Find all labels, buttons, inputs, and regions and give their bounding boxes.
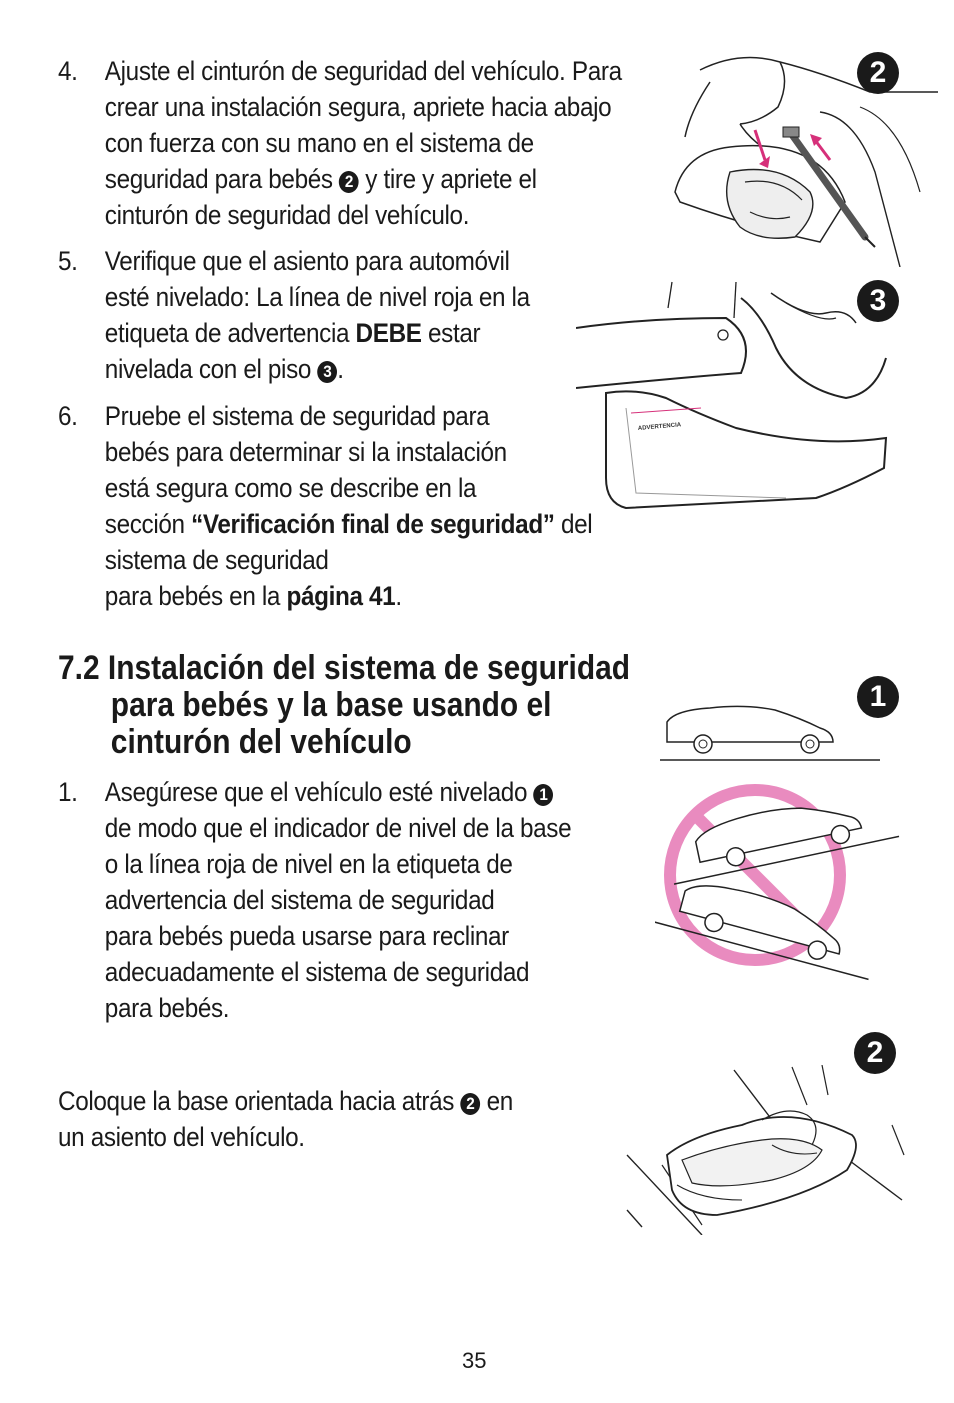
text-line xyxy=(105,578,593,614)
text-line xyxy=(105,315,530,351)
tighten-belt-illustration xyxy=(670,52,940,267)
section-heading xyxy=(58,650,630,761)
level-line-illustration xyxy=(576,278,888,518)
text-span: . xyxy=(395,581,402,611)
text-span: en xyxy=(480,1086,513,1116)
step-5 xyxy=(58,243,598,393)
heading-line: para bebés y la base usando el xyxy=(110,686,552,724)
text-line: de modo que el indicador de nivel de la base xyxy=(104,813,572,843)
text-line: adecuadamente el sistema de seguridad xyxy=(104,957,530,987)
place-base-paragraph xyxy=(58,1083,598,1163)
step-number: 1. xyxy=(58,777,78,807)
section-reference: “Verificación final de seguridad” xyxy=(191,509,555,539)
warning-label-text: ADVERTENCIA xyxy=(637,422,682,432)
step-number: 4. xyxy=(58,56,78,86)
section-step-1 xyxy=(58,774,670,1034)
figure-ref-2: 2 xyxy=(339,171,359,193)
text-span: Coloque la base orientada hacia atrás xyxy=(58,1086,461,1116)
text-span: estar xyxy=(421,318,481,348)
text-span: seguridad para bebés xyxy=(104,164,340,194)
text-line: está segura como se describe en la xyxy=(104,473,477,503)
text-span: y tire y apriete el xyxy=(358,164,537,194)
level-car-icon xyxy=(660,706,880,760)
text-line: sistema de seguridad xyxy=(104,545,329,575)
text-span: etiqueta de advertencia xyxy=(104,318,356,348)
text-line: cinturón de seguridad del vehículo. xyxy=(104,200,470,230)
text-line: para bebés pueda usarse para reclinar xyxy=(104,921,509,951)
figure-badge-3: 3 xyxy=(857,280,899,322)
page-reference: página 41 xyxy=(286,581,396,611)
vehicle-level-illustration xyxy=(655,690,915,990)
pull-arrow-up-icon xyxy=(810,134,830,160)
text-span: nivelada con el piso xyxy=(104,354,318,384)
step-text xyxy=(105,774,571,1026)
text-line xyxy=(105,161,622,197)
figure-ref-3: 3 xyxy=(317,361,337,383)
step-text xyxy=(105,53,622,233)
text-line: Verifique que el asiento para automóvil xyxy=(104,246,510,276)
text-line: esté nivelado: La línea de nivel roja en la xyxy=(104,282,530,312)
text-line xyxy=(105,506,593,542)
text-line: crear una instalación segura, apriete hacia abajo xyxy=(104,92,612,122)
text-span: para bebés en la xyxy=(104,581,287,611)
text-line xyxy=(58,1083,598,1119)
text-line: Pruebe el sistema de seguridad para xyxy=(104,401,490,431)
text-line: para bebés. xyxy=(104,993,230,1023)
figure-ref-1: 1 xyxy=(534,784,554,806)
text-line xyxy=(105,351,530,387)
heading-line: 7.2 Instalación del sistema de seguridad xyxy=(58,649,631,687)
text-line: advertencia del sistema de seguridad xyxy=(104,885,495,915)
figure-badge-2: 2 xyxy=(857,52,899,94)
text-span: sección xyxy=(104,509,192,539)
step-text xyxy=(105,398,593,614)
text-line: con fuerza con su mano en el sistema de xyxy=(104,128,534,158)
heading-line: cinturón del vehículo xyxy=(110,723,412,761)
text-span: del xyxy=(554,509,593,539)
text-line: Ajuste el cinturón de seguridad del vehículo. Para xyxy=(104,56,622,86)
text-line: o la línea roja de nivel en la etiqueta de xyxy=(104,849,513,879)
text-line: un asiento del vehículo. xyxy=(58,1122,305,1152)
base-on-seat-illustration xyxy=(622,1065,907,1235)
text-span: Asegúrese que el vehículo esté nivelado xyxy=(104,777,534,807)
figure-ref-2: 2 xyxy=(460,1093,480,1115)
step-text xyxy=(105,243,530,387)
text-line xyxy=(105,774,571,810)
page-number: 35 xyxy=(462,1348,487,1373)
step-number: 6. xyxy=(58,401,78,431)
step-number: 5. xyxy=(58,246,78,276)
figure-badge-1: 1 xyxy=(857,676,899,718)
figure-badge-2: 2 xyxy=(854,1032,896,1074)
step-4 xyxy=(58,53,688,233)
emphasis-debe: DEBE xyxy=(355,318,422,348)
text-span: . xyxy=(337,354,344,384)
text-line: bebés para determinar si la instalación xyxy=(104,437,507,467)
